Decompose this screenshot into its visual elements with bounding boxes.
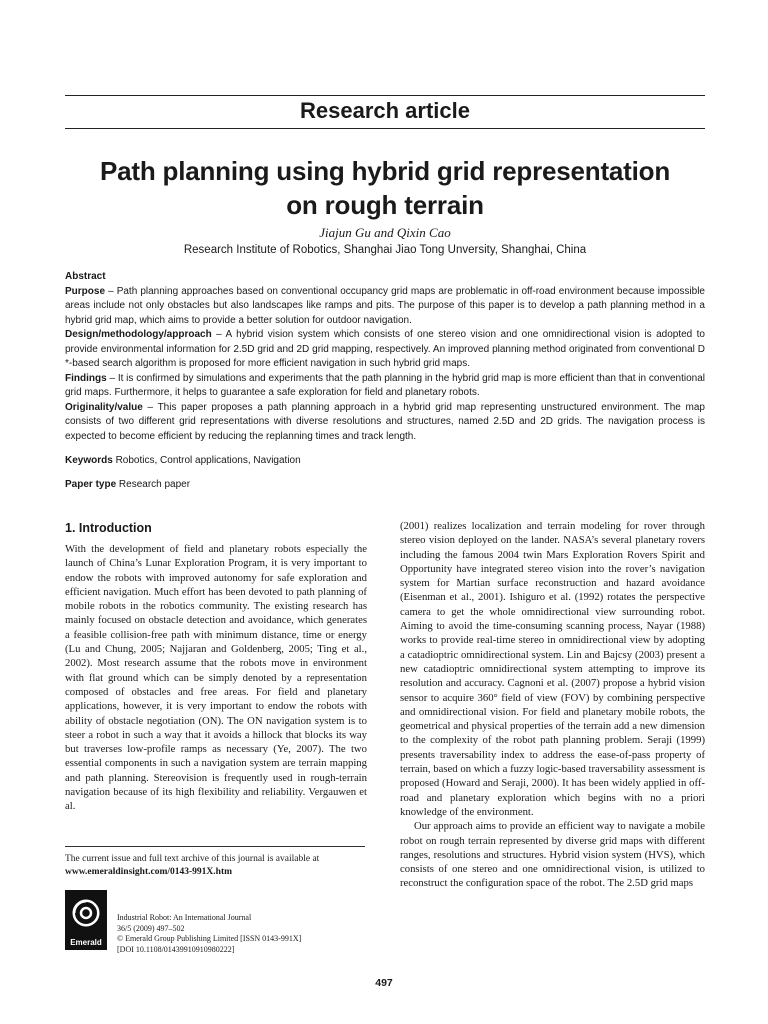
publisher-logo-text: Emerald <box>70 938 102 947</box>
purpose-label: Purpose <box>65 285 106 297</box>
authors: Jiajun Gu and Qixin Cao <box>319 225 451 240</box>
left-column <box>65 542 367 814</box>
article-title <box>55 154 715 222</box>
intro-paragraph-3: Our approach aims to provide an efficient way to navigate a mobile robot on rough terrain represented by diverse grid maps with different ranges, resolutions and structures. Hybrid vision system (HVS), which consists of one stereo and one omnidirectional vision, is utilized to reconstruct the configuration space of the robot. The 2.5D grid maps <box>400 820 705 890</box>
footnote-text: The current issue and full text archive of this journal is available at <box>65 854 320 864</box>
intro-paragraph-1: With the development of field and planetary robots especially the launch of China’s Lunar Exploration Program, it is very important to endow the robots with improved autonomy for safe exploration and efficient navigation. Much effort has been devoted to path planning of mobile robots in the robotics community. The existing research has mainly focused on obstacle detection and avoidance, which generates a feasible collision-free path with minimum distance, time or energy (Lu and Chung, 2005; Najjaran and Goldenberg, 2005; Ting et al., 2002). Most research assume that the robots move in environment with flat ground which can be simply denoted by a representation composed of obstacles and free areas. For field and planetary applications, however, it is very important to endow the robots with ability of obstacle negotiation (ON). The ON navigation system is to steer a robot in such a way that it avoids a hillock that blocks its way but traverses low-profile ramps as necessary (Ye, 2007). The two essential components in such a navigation system are terrain mapping and path planning. Stereovision is frequently used in rough-terrain navigation because of its high flexibility and reliability. Vergauwen et al. <box>65 543 367 813</box>
publisher-logo <box>65 890 107 950</box>
title-line-2: on rough terrain <box>286 190 484 220</box>
journal-volume: 36/5 (2009) 497–502 <box>117 923 185 933</box>
findings-text: – It is confirmed by simulations and experiments that the path planning in the hybrid grid map is more efficient than that in conventional grid maps. Furthermore, it helps to guarantee a safe exploration for field and planetary robots. <box>65 372 705 398</box>
originality-text: – This paper proposes a path planning approach in a hybrid grid map representing unstructured environment. The map consists of two different grid representations with diverse resolutions and structures, named 2.5D and 2D grids. The navigation process is expected to become efficient by reducing the replanning times and track length. <box>65 401 705 442</box>
originality-label: Originality/value <box>65 401 143 413</box>
abstract-purpose <box>65 285 705 329</box>
page-number: 497 <box>375 977 393 989</box>
keywords-text: Robotics, Control applications, Navigation <box>115 455 301 466</box>
abstract <box>65 270 705 444</box>
keywords <box>65 454 705 468</box>
abstract-originality <box>65 401 705 445</box>
abstract-design <box>65 328 705 372</box>
journal-archive-link[interactable]: www.emeraldinsight.com/0143-991X.htm <box>65 867 233 877</box>
paper-type-label: Paper type <box>65 479 117 490</box>
abstract-findings <box>65 372 705 401</box>
abstract-heading: Abstract <box>65 271 106 282</box>
footnote <box>65 853 367 879</box>
header-bottom-rule <box>65 128 705 129</box>
purpose-text: – Path planning approaches based on conventional occupancy grid maps are problematic in off-road environment because impossible areas include not only obstacles but also landscapes like ramps and pits. The purpose of this paper is to develop a path planning method in a hybrid grid map, which aims to provide a better solution for outdoor navigation. <box>65 285 705 326</box>
intro-heading: 1. Introduction <box>65 521 152 535</box>
journal-copyright: © Emerald Group Publishing Limited [ISSN 0143-991X] <box>117 934 302 943</box>
findings-label: Findings <box>65 372 107 384</box>
design-label: Design/methodology/approach <box>65 329 212 340</box>
title-line-1: Path planning using hybrid grid representation <box>99 156 671 186</box>
footnote-rule <box>65 846 365 847</box>
journal-info <box>117 913 367 955</box>
journal-name: Industrial Robot: An International Journal <box>117 913 252 922</box>
emerald-logo-icon <box>71 898 101 928</box>
keywords-label: Keywords <box>65 455 113 466</box>
paper-type-text: Research paper <box>118 479 191 490</box>
paper-type <box>65 478 705 492</box>
section-label: Research article <box>300 98 470 123</box>
right-column <box>400 519 705 891</box>
journal-doi: [DOI 10.1108/01439910910980222] <box>117 944 235 954</box>
design-text: – A hybrid vision system which consists of one stereo vision and one omnidirectional vision is adopted to provide environmental information for 2.5D grid and 2D grid mapping, respectively. An improved planning method originated from conventional D *-based search algorithm is proposed for more efficient navigation in such hybrid grid maps. <box>65 329 705 369</box>
intro-paragraph-2: (2001) realizes localization and terrain modeling for rover through stereo vision deployed on the lander. NASA’s several planetary rovers including the famous 2004 twin Mars Exploration Rovers Spirit and Opportunity have integrated stereo vision into the rover’s navigation system for Martian surface reconstruction and hazard avoidance (Eisenman et al., 2001). Ishiguro et al. (1992) rotates the perspective camera to get the whole omnidirectional view surrounding robot. Aiming to avoid the time-consuming scanning process, Nayar (1988) works to provide real-time stereo in omnidirectional view by adopting a catadioptric omnidirectional system. Lin and Bajcsy (2003) present a new catadioptric omnidirectional system attempting to improve its resolution and accuracy. Cagnoni et al. (2007) propose a hybrid vision sensor to acquire 360° field of view (FOV) by combining perspective and omnidirectional vision. For field and planetary mobile robots, the geometrical and physical properties of the terrain add a new dimension to the complexity of the robot path planning problem. Seraji (1999) presents traversability index to address the ease-of-pass property of terrain, based on which a fuzzy logic-based traversability assessment is proposed (Howard and Seraji, 2000). It has been widely applied in off-road and planetary exploration which begins with no a priori knowledge of the environment. <box>400 520 705 818</box>
affiliation: Research Institute of Robotics, Shanghai Jiao Tong Unversity, Shanghai, China <box>183 244 587 256</box>
